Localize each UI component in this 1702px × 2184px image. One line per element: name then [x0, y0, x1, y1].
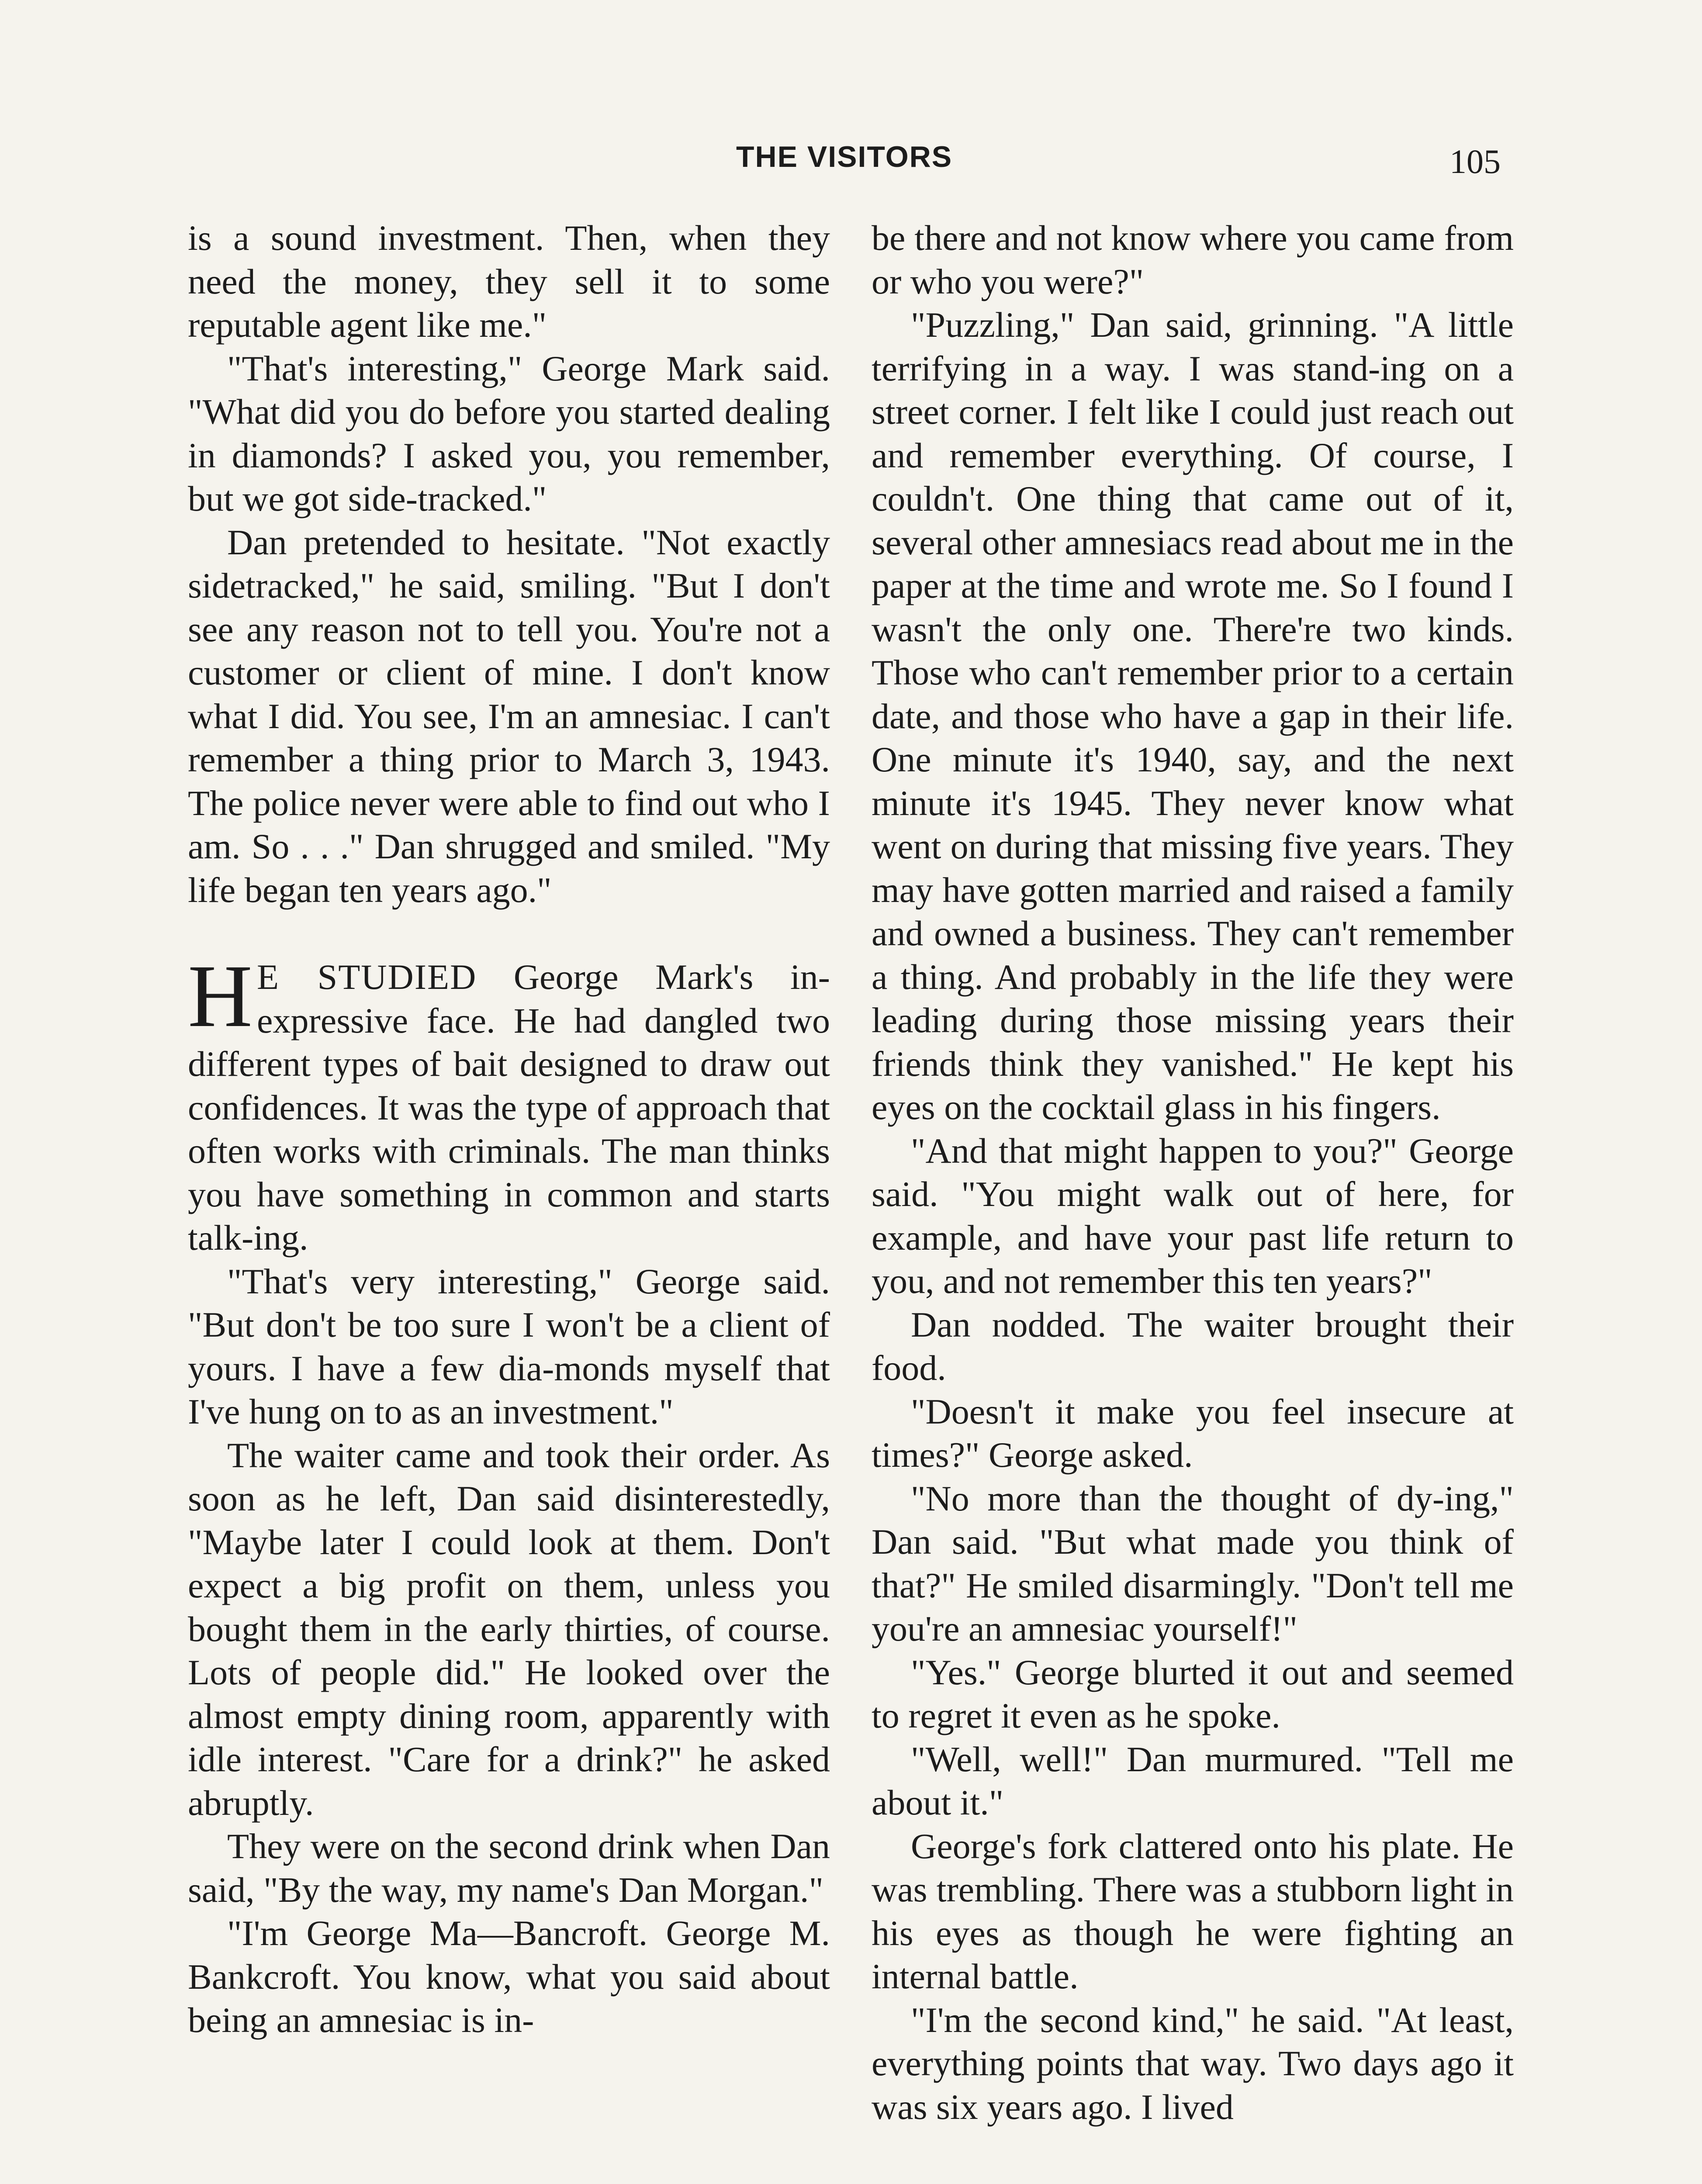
- paragraph: be there and not know where you came from or who you were?": [872, 218, 1514, 301]
- paragraph: They were on the second drink when Dan said, "By the way, my name's Dan Morgan.": [188, 1826, 830, 1910]
- paragraph: "Well, well!" Dan murmured. "Tell me about it.": [872, 1739, 1514, 1822]
- paragraph: George's fork clattered onto his plate. He was trembling. There was a stubborn light in his eyes as though he were fighting an internal battle.: [872, 1826, 1514, 1996]
- section-opening-paragraph: [188, 947, 830, 1260]
- paragraph: "Doesn't it make you feel insecure at times?" George asked.: [872, 1391, 1514, 1475]
- paragraph: The waiter came and took their order. As soon as he left, Dan said disinterestedly, "Maybe later I could look at them. Don't expect a big profit on them, unless you bought them in the early thirties, of course. Lots of people did." He looked over the almost empty dining room, apparently with idle interest. "Care for a drink?" he asked abruptly.: [188, 1435, 830, 1823]
- left-column: [188, 216, 830, 2042]
- paragraph: Dan nodded. The waiter brought their food.: [872, 1304, 1514, 1388]
- paragraph: is a sound investment. Then, when they need the money, they sell it to some reputable agent like me.": [188, 218, 830, 345]
- running-head-title: THE VISITORS: [736, 140, 953, 173]
- paragraph: "That's very interesting," George said. "But don't be too sure I won't be a client of yours. I have a few dia-monds myself that I've hung on to as an investment.": [188, 1261, 830, 1431]
- paragraph: Dan pretended to hesitate. "Not exactly sidetracked," he said, smiling. "But I don't see any reason not to tell you. You're not a customer or client of mine. I don't know what I did. You see, I'm an amnesiac. I can't remember a thing prior to March 3, 1943. The police never were able to find out who I am. So . . ." Dan shrugged and smiled. "My life began ten years ago.": [188, 522, 830, 910]
- paragraph: "That's interesting," George Mark said. "What did you do before you started dealing in diamonds? I asked you, you remember, but we got side-tracked.": [188, 348, 830, 518]
- paragraph: "Yes." George blurted it out and seemed to regret it even as he spoke.: [872, 1652, 1514, 1735]
- paragraph: "Puzzling," Dan said, grinning. "A little terrifying in a way. I was stand-ing on a street corner. I felt like I could just reach out and remember everything. Of course, I couldn't. One thing that came out of it, several other amnesiacs read about me in the paper at the time and wrote me. So I found I wasn't the only one. There're two kinds. Those who can't remember prior to a certain date, and those who have a gap in their life. One minute it's 1940, say, and the next minute it's 1945. They never know what went on during that missing five years. They may have gotten married and raised a family and owned a business. They can't remember a thing. And probably in the life they were leading during those missing years their friends think they vanished." He kept his eyes on the cocktail glass in his fingers.: [872, 305, 1514, 1127]
- drop-cap: H: [188, 947, 253, 1046]
- section-text: George Mark's in-expressive face. He had dangled two different types of bait designed to draw out confidences. It was the type of approach that often works with criminals. The man thinks you have something in common and starts talk-ing.: [188, 957, 830, 1258]
- section-lead-words: E STUDIED: [257, 957, 477, 997]
- paragraph: "And that might happen to you?" George said. "You might walk out of here, for example, and have your past life return to you, and not remember this ten years?": [872, 1130, 1514, 1301]
- paragraph: "No more than the thought of dy-ing," Dan said. "But what made you think of that?" He smiled disarmingly. "Don't tell me you're an amnesiac yourself!": [872, 1478, 1514, 1648]
- paragraph: "I'm George Ma—Bancroft. George M. Bankcroft. You know, what you said about being an amnesiac is in-: [188, 1913, 830, 2040]
- paragraph: "I'm the second kind," he said. "At least, everything points that way. Two days ago it was six years ago. I lived: [872, 2000, 1514, 2127]
- right-column: [872, 216, 1514, 2129]
- page-number: 105: [1449, 142, 1501, 180]
